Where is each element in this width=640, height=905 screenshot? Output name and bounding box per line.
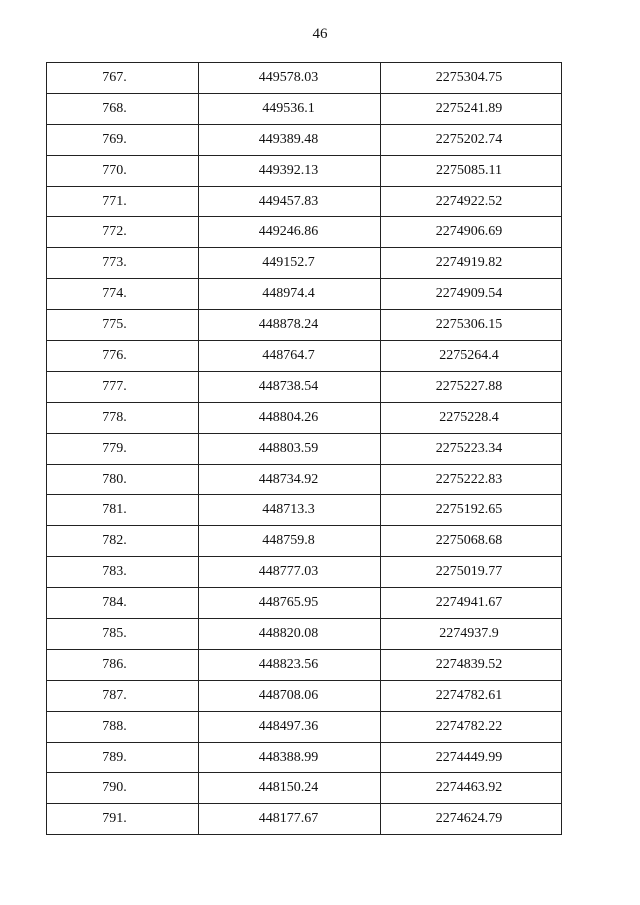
- x-coordinate-cell: 448804.26: [199, 402, 381, 433]
- point-number-cell: 778.: [47, 402, 199, 433]
- table-row: [47, 155, 562, 186]
- y-coordinate-cell: 2274449.99: [381, 742, 562, 773]
- x-coordinate-cell: 448803.59: [199, 433, 381, 464]
- y-coordinate-cell: 2274624.79: [381, 804, 562, 835]
- y-coordinate-cell: 2274909.54: [381, 279, 562, 310]
- table-row: [47, 557, 562, 588]
- point-number-cell: 781.: [47, 495, 199, 526]
- table-row: [47, 217, 562, 248]
- point-number-cell: 790.: [47, 773, 199, 804]
- y-coordinate-cell: 2275085.11: [381, 155, 562, 186]
- y-coordinate-cell: 2275202.74: [381, 124, 562, 155]
- y-coordinate-cell: 2275222.83: [381, 464, 562, 495]
- x-coordinate-cell: 448177.67: [199, 804, 381, 835]
- y-coordinate-cell: 2274941.67: [381, 588, 562, 619]
- x-coordinate-cell: 448765.95: [199, 588, 381, 619]
- coordinates-table-body: [47, 63, 562, 835]
- point-number-cell: 773.: [47, 248, 199, 279]
- point-number-cell: 789.: [47, 742, 199, 773]
- y-coordinate-cell: 2275304.75: [381, 63, 562, 94]
- table-row: [47, 310, 562, 341]
- coordinates-table: [46, 62, 562, 835]
- table-row: [47, 248, 562, 279]
- table-row: [47, 341, 562, 372]
- x-coordinate-cell: 448974.4: [199, 279, 381, 310]
- x-coordinate-cell: 449578.03: [199, 63, 381, 94]
- y-coordinate-cell: 2274782.22: [381, 711, 562, 742]
- y-coordinate-cell: 2275306.15: [381, 310, 562, 341]
- point-number-cell: 775.: [47, 310, 199, 341]
- point-number-cell: 785.: [47, 619, 199, 650]
- point-number-cell: 784.: [47, 588, 199, 619]
- point-number-cell: 788.: [47, 711, 199, 742]
- x-coordinate-cell: 448878.24: [199, 310, 381, 341]
- y-coordinate-cell: 2275241.89: [381, 93, 562, 124]
- y-coordinate-cell: 2275192.65: [381, 495, 562, 526]
- x-coordinate-cell: 449392.13: [199, 155, 381, 186]
- table-row: [47, 371, 562, 402]
- point-number-cell: 771.: [47, 186, 199, 217]
- table-row: [47, 680, 562, 711]
- table-row: [47, 93, 562, 124]
- x-coordinate-cell: 449389.48: [199, 124, 381, 155]
- y-coordinate-cell: 2274839.52: [381, 649, 562, 680]
- y-coordinate-cell: 2274463.92: [381, 773, 562, 804]
- point-number-cell: 780.: [47, 464, 199, 495]
- point-number-cell: 783.: [47, 557, 199, 588]
- point-number-cell: 782.: [47, 526, 199, 557]
- page-number: 46: [312, 26, 328, 42]
- point-number-cell: 779.: [47, 433, 199, 464]
- table-row: [47, 649, 562, 680]
- table-row: [47, 773, 562, 804]
- point-number-cell: 786.: [47, 649, 199, 680]
- table-row: [47, 619, 562, 650]
- x-coordinate-cell: 448708.06: [199, 680, 381, 711]
- x-coordinate-cell: 448150.24: [199, 773, 381, 804]
- point-number-cell: 791.: [47, 804, 199, 835]
- y-coordinate-cell: 2274922.52: [381, 186, 562, 217]
- x-coordinate-cell: 448738.54: [199, 371, 381, 402]
- x-coordinate-cell: 448777.03: [199, 557, 381, 588]
- table-row: [47, 124, 562, 155]
- table-row: [47, 402, 562, 433]
- table-row: [47, 63, 562, 94]
- point-number-cell: 772.: [47, 217, 199, 248]
- x-coordinate-cell: 449536.1: [199, 93, 381, 124]
- x-coordinate-cell: 448759.8: [199, 526, 381, 557]
- y-coordinate-cell: 2274937.9: [381, 619, 562, 650]
- point-number-cell: 774.: [47, 279, 199, 310]
- point-number-cell: 777.: [47, 371, 199, 402]
- table-row: [47, 804, 562, 835]
- point-number-cell: 768.: [47, 93, 199, 124]
- point-number-cell: 769.: [47, 124, 199, 155]
- point-number-cell: 787.: [47, 680, 199, 711]
- table-row: [47, 495, 562, 526]
- table-row: [47, 711, 562, 742]
- table-row: [47, 588, 562, 619]
- y-coordinate-cell: 2275223.34: [381, 433, 562, 464]
- table-row: [47, 464, 562, 495]
- x-coordinate-cell: 448497.36: [199, 711, 381, 742]
- x-coordinate-cell: 448713.3: [199, 495, 381, 526]
- x-coordinate-cell: 449246.86: [199, 217, 381, 248]
- point-number-cell: 767.: [47, 63, 199, 94]
- y-coordinate-cell: 2275228.4: [381, 402, 562, 433]
- y-coordinate-cell: 2274782.61: [381, 680, 562, 711]
- x-coordinate-cell: 448388.99: [199, 742, 381, 773]
- y-coordinate-cell: 2274919.82: [381, 248, 562, 279]
- x-coordinate-cell: 448764.7: [199, 341, 381, 372]
- y-coordinate-cell: 2275227.88: [381, 371, 562, 402]
- x-coordinate-cell: 449457.83: [199, 186, 381, 217]
- x-coordinate-cell: 448820.08: [199, 619, 381, 650]
- table-row: [47, 742, 562, 773]
- point-number-cell: 770.: [47, 155, 199, 186]
- table-row: [47, 186, 562, 217]
- y-coordinate-cell: 2274906.69: [381, 217, 562, 248]
- table-row: [47, 433, 562, 464]
- table-row: [47, 279, 562, 310]
- table-row: [47, 526, 562, 557]
- y-coordinate-cell: 2275068.68: [381, 526, 562, 557]
- x-coordinate-cell: 448823.56: [199, 649, 381, 680]
- y-coordinate-cell: 2275264.4: [381, 341, 562, 372]
- x-coordinate-cell: 449152.7: [199, 248, 381, 279]
- point-number-cell: 776.: [47, 341, 199, 372]
- x-coordinate-cell: 448734.92: [199, 464, 381, 495]
- y-coordinate-cell: 2275019.77: [381, 557, 562, 588]
